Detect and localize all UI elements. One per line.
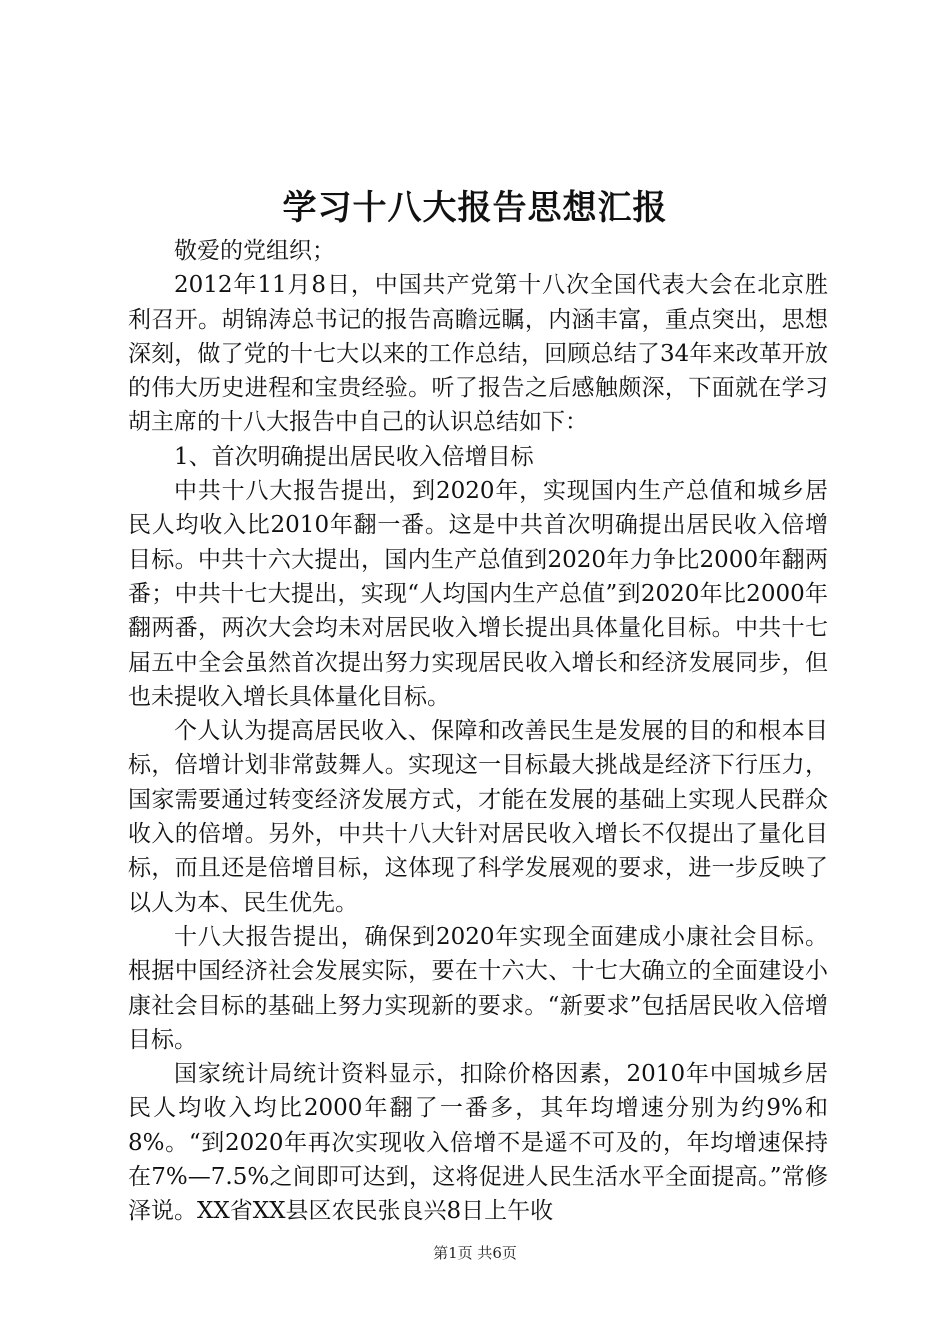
paragraph-income-target: 中共十八大报告提出，到2020年，实现国内生产总值和城乡居民人均收入比2010年翻一番。这是中共首次明确提出居民收入倍增目标。中共十六大提出，国内生产总值到2020年力争比2000年翻两番；中共十七大提出，实现“人均国内生产总值”到2020年比2000年翻两番，两次大会均未对居民收入增长提出具体量化目标。中共十七届五中全会虽然首次提出努力实现居民收入增长和经济发展同步，但也未提收入增长具体量化目标。 — [128, 478, 828, 710]
paragraph-intro: 2012年11月8日，中国共产党第十八次全国代表大会在北京胜利召开。胡锦涛总书记的报告高瞻远瞩，内涵丰富，重点突出，思想深刻，做了党的十七大以来的工作总结，回顾总结了34年来改革开放的伟大历史进程和宝贵经验。听了报告之后感触颇深，下面就在学习胡主席的十八大报告中自己的认识总结如下： — [128, 272, 828, 436]
paragraph-statistics: 国家统计局统计资料显示，扣除价格因素，2010年中国城乡居民人均收入均比2000年翻了一番多，其年均增速分别为约9%和8%。“到2020年再次实现收入倍增不是遥不可及的，年均增速保持在7%—7.5%之间即可达到，这将促进人民生活水平全面提高。”常修泽说。XX省XX县区农民张良兴8日上午收 — [128, 1061, 828, 1225]
page-footer: 第1页 共6页 — [433, 1244, 517, 1262]
document-title: 学习十八大报告思想汇报 — [282, 188, 668, 228]
paragraph-xiaokang: 十八大报告提出，确保到2020年实现全面建成小康社会目标。根据中国经济社会发展实际，要在十六大、十七大确立的全面建设小康社会目标的基础上努力实现新的要求。“新要求”包括居民收入倍增目标。 — [128, 923, 828, 1053]
paragraph-personal-view: 个人认为提高居民收入、保障和改善民生是发展的目的和根本目标，倍增计划非常鼓舞人。实现这一目标最大挑战是经济下行压力，国家需要通过转变经济发展方式，才能在发展的基础上实现人民群众收入的倍增。另外，中共十八大针对居民收入增长不仅提出了量化目标，而且还是倍增目标，这体现了科学发展观的要求，进一步反映了以人为本、民生优先。 — [128, 718, 828, 916]
salutation: 敬爱的党组织； — [174, 238, 335, 264]
document-body — [128, 234, 828, 1229]
section-heading-1: 1、首次明确提出居民收入倍增目标 — [174, 443, 534, 470]
